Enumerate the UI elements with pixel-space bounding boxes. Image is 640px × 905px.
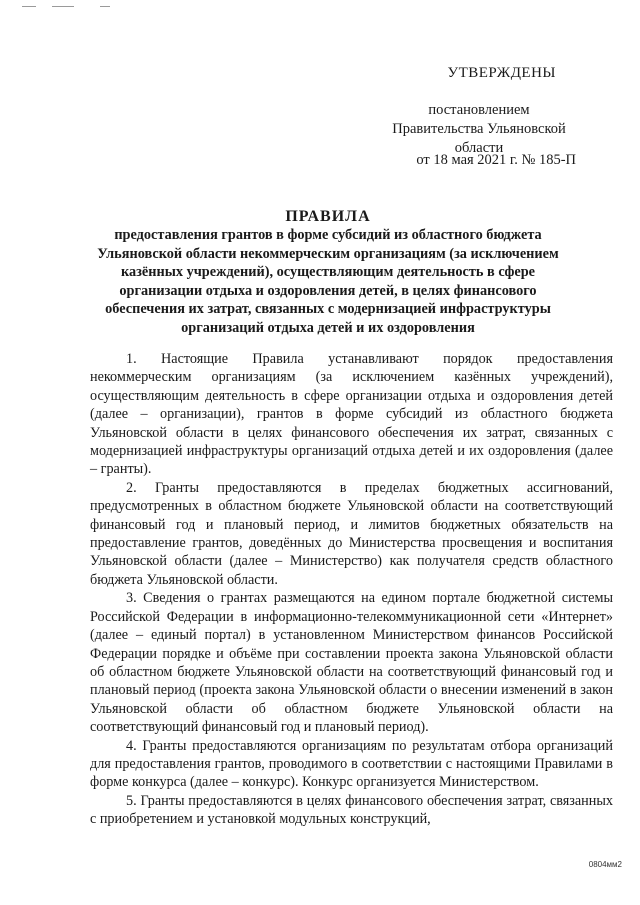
approval-title: УТВЕРЖДЕНЫ — [447, 65, 556, 81]
approval-date: от 18 мая 2021 г. № 185-П — [416, 152, 576, 168]
paragraph-1: 1. Настоящие Правила устанавливают порядок предоставления некоммерческим организациям (за исключением казённых учреждений), осуществляющим деятельность в сфере организации отдыха и оздоровления детей (далее – организации), грантов в форме субсидий из областного бюджета Ульяновской области в целях финансового обеспечения их затрат, связанных с модернизацией инфраструктуры организаций отдыха детей и их оздоровления (далее – гранты). — [90, 351, 613, 478]
paragraph-4: 4. Гранты предоставляются организациям по результатам отбора организаций для предоставления грантов, проводимого в соответствии с настоящими Правилами в форме конкурса (далее – конкурс). Конкурс организуется Министерством. — [90, 737, 613, 791]
document-title: ПРАВИЛА — [285, 208, 371, 225]
scan-artifact-line — [52, 6, 74, 7]
approval-authority: постановлением Правительства Ульяновской области — [392, 102, 566, 156]
scan-artifact-line — [100, 6, 110, 7]
footer-code: 0804мм2 — [588, 860, 622, 869]
paragraph-5: 5. Гранты предоставляются в целях финансового обеспечения затрат, связанных с приобретением и установкой модульных конструкций, — [90, 792, 613, 828]
paragraph-3: 3. Сведения о грантах размещаются на едином портале бюджетной системы Российской Федерации в информационно-телекоммуникационной сети «Интернет» (далее – единый портал) в установленном Министерством финансов Российской Федерации порядке и объёме при составлении проекта закона Ульяновской области об областном бюджете Ульяновской области на соответствующий финансовый год и плановый период (проекта закона Ульяновской области о внесении изменений в закон Ульяновской области об областном бюджете Ульяновской области на соответствующий финансовый год и плановый период). — [90, 590, 613, 736]
paragraph-2: 2. Гранты предоставляются в пределах бюджетных ассигнований, предусмотренных в областном бюджете Ульяновской области на соответствующий финансовый год и плановый период, и лимитов бюджетных обязательств на предоставление грантов, доведённых до Министерства просвещения и воспитания Ульяновской области (далее – Министерство) как получателя средств областного бюджета Ульяновской области. — [90, 479, 613, 588]
document-subtitle: предоставления грантов в форме субсидий из областного бюджета Ульяновской области некоммерческим организациям (за исключением казённых учреждений), осуществляющим деятельность в сфере организации отдыха и оздоровления детей, в целях финансового обеспечения их затрат, связанных с модернизацией инфраструктуры организаций отдыха детей и их оздоровления — [97, 227, 559, 336]
document-body — [90, 350, 613, 829]
scan-artifact-line — [22, 6, 36, 7]
